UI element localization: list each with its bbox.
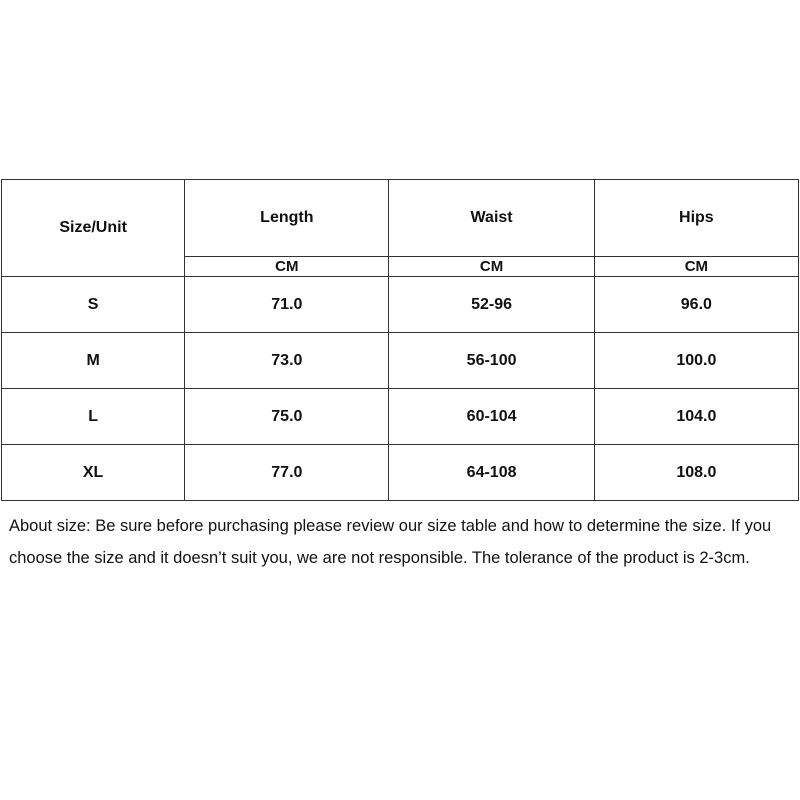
table-row [2,389,799,445]
size-cell: M [2,333,185,389]
hips-cell: 100.0 [594,333,798,389]
length-header: Length [185,180,389,257]
table-row [2,277,799,333]
waist-cell: 56-100 [389,333,594,389]
size-note: About size: Be sure before purchasing please review our size table and how to determine the size. If you choose the size and it doesn’t suit you, we are not responsible. The tolerance of the product is 2-3cm. [9,517,772,567]
length-cell: 73.0 [185,333,389,389]
waist-header: Waist [389,180,594,257]
hips-header: Hips [594,180,798,257]
header-row [2,180,799,257]
waist-cell: 52-96 [389,277,594,333]
hips-cell: 104.0 [594,389,798,445]
length-cell: 71.0 [185,277,389,333]
size-cell: S [2,277,185,333]
table-row [2,445,799,501]
hips-cell: 108.0 [594,445,798,501]
length-cell: 75.0 [185,389,389,445]
hips-unit: CM [594,257,798,277]
length-unit: CM [185,257,389,277]
size-unit-header: Size/Unit [2,180,185,277]
length-cell: 77.0 [185,445,389,501]
waist-cell: 60-104 [389,389,594,445]
table-row [2,333,799,389]
hips-cell: 96.0 [594,277,798,333]
size-table [1,179,799,501]
size-cell: L [2,389,185,445]
waist-unit: CM [389,257,594,277]
waist-cell: 64-108 [389,445,594,501]
size-cell: XL [2,445,185,501]
